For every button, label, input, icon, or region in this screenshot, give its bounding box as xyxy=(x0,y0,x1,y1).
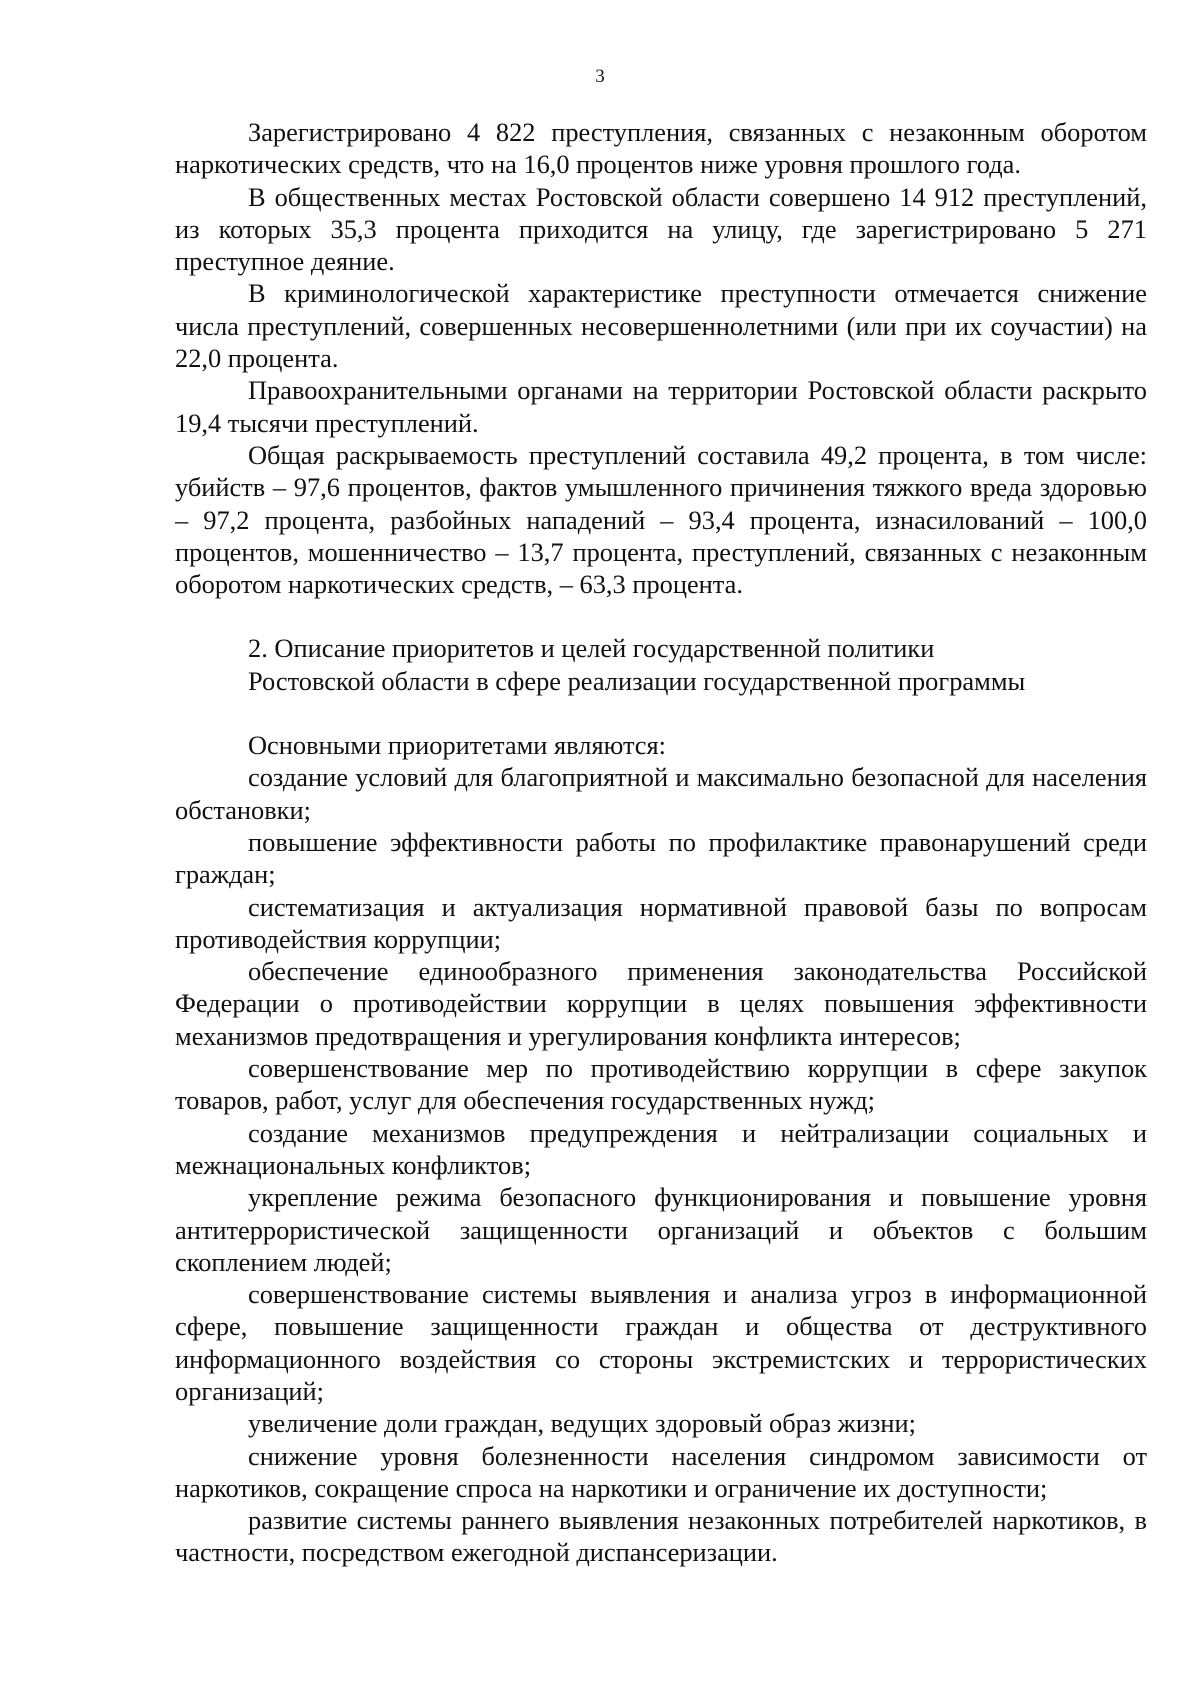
document-body xyxy=(175,116,1147,1569)
paragraph-solved-crimes: Правоохранительными органами на территории Ростовской области раскрыто 19,4 тысячи преступлений. xyxy=(175,375,1147,438)
priority-item: систематизация и актуализация нормативной правовой базы по вопросам противодействия коррупции; xyxy=(175,891,1147,954)
paragraph-clearance-rate: Общая раскрываемость преступлений составила 49,2 процента, в том числе: убийств – 97,6 процентов, фактов умышленного причинения тяжкого вреда здоровью – 97,2 процента, разбойных нападений – 93,4 процента, изнасилований – 100,0 процентов, мошенничество – 13,7 процента, преступлений, связанных с незаконным оборотом наркотических средств, – 63,3 процента. xyxy=(175,439,1147,600)
section-spacer xyxy=(175,697,1147,729)
priority-item: снижение уровня болезненности населения синдромом зависимости от наркотиков, сокращение спроса на наркотики и ограничение их доступности; xyxy=(175,1440,1147,1503)
paragraph-drug-crimes: Зарегистрировано 4 822 преступления, связанных с незаконным оборотом наркотических средств, что на 16,0 процентов ниже уровня прошлого года. xyxy=(175,117,1147,180)
priority-item: увеличение доли граждан, ведущих здоровый образ жизни; xyxy=(248,1408,916,1439)
priority-item: совершенствование системы выявления и анализа угроз в информационной сфере, повышение защищенности граждан и общества от деструктивного информационного воздействия со стороны экстремистских и террористических организаций; xyxy=(175,1279,1147,1406)
priority-item: совершенствование мер по противодействию коррупции в сфере закупок товаров, работ, услуг для обеспечения государственных нужд; xyxy=(175,1053,1147,1116)
priority-item: создание условий для благоприятной и максимально безопасной для населения обстановки; xyxy=(175,762,1147,825)
section-heading xyxy=(175,632,1147,697)
priority-item: развитие системы раннего выявления незаконных потребителей наркотиков, в частности, посредством ежегодной диспансеризации. xyxy=(175,1505,1147,1568)
priority-item: обеспечение единообразного применения законодательства Российской Федерации о противодействии коррупции в целях повышения эффективности механизмов предотвращения и урегулирования конфликта интересов; xyxy=(175,956,1147,1051)
priority-item: повышение эффективности работы по профилактике правонарушений среди граждан; xyxy=(175,826,1147,890)
section-heading-line-2: Ростовской области в сфере реализации государственной программы xyxy=(248,665,1026,696)
priorities-intro: Основными приоритетами являются: xyxy=(248,730,666,761)
page-number: 3 xyxy=(595,66,605,87)
section-spacer xyxy=(175,600,1147,632)
priority-item: укрепление режима безопасного функционирования и повышение уровня антитеррористической защищенности организаций и объектов с большим скоплением людей; xyxy=(175,1182,1147,1277)
paragraph-public-places: В общественных местах Ростовской области совершено 14 912 преступлений, из которых 35,3 процента приходится на улицу, где зарегистрировано 5 271 преступное деяние. xyxy=(175,181,1147,277)
section-heading-line-1: 2. Описание приоритетов и целей государственной политики xyxy=(248,633,935,664)
priority-item: создание механизмов предупреждения и нейтрализации социальных и межнациональных конфликтов; xyxy=(175,1117,1147,1180)
paragraph-juvenile-crime: В криминологической характеристике преступности отмечается снижение числа преступлений, совершенных несовершеннолетними (или при их соучастии) на 22,0 процента. xyxy=(175,278,1147,374)
